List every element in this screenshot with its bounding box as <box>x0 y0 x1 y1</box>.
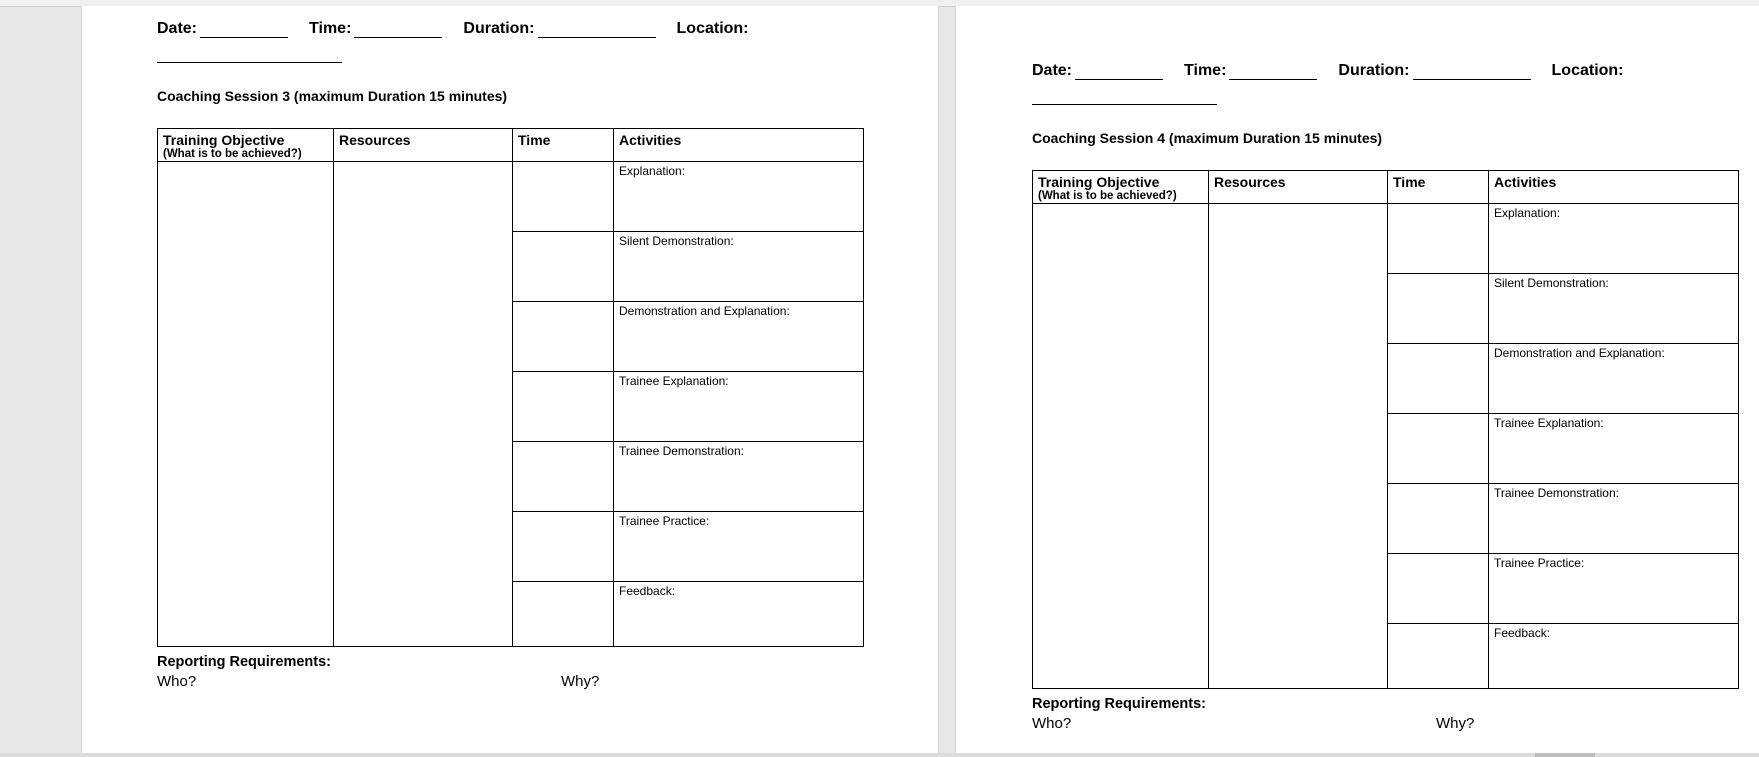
activity-label: Explanation: <box>1494 206 1561 220</box>
who-label: Who? <box>1032 715 1072 732</box>
time-label: Time: <box>309 20 352 37</box>
column-header-training-objective <box>158 129 334 162</box>
activity-cell[interactable] <box>614 512 864 582</box>
column-header-training-objective <box>1033 171 1209 204</box>
activity-cell[interactable] <box>1489 414 1739 484</box>
activity-cell[interactable] <box>614 162 864 232</box>
column-header-time <box>513 129 614 162</box>
reporting-requirements-title: Reporting Requirements: <box>157 654 332 670</box>
resources-cell[interactable] <box>334 162 513 647</box>
location-label: Location: <box>676 20 749 37</box>
coaching-plan-table <box>1032 170 1739 689</box>
reporting-requirements-title: Reporting Requirements: <box>1032 696 1207 712</box>
activity-label: Feedback: <box>1494 626 1551 640</box>
date-label: Date: <box>1032 62 1073 79</box>
time-cell[interactable] <box>1388 624 1489 689</box>
duration-input-line[interactable] <box>538 23 656 38</box>
horizontal-scrollbar[interactable] <box>0 753 1759 757</box>
table-row <box>1033 204 1739 274</box>
column-header-resources <box>1209 171 1388 204</box>
activity-cell[interactable] <box>614 372 864 442</box>
column-header-resources <box>334 129 513 162</box>
duration-label: Duration: <box>463 20 535 37</box>
activity-label: Silent Demonstration: <box>619 234 734 248</box>
location-input-line[interactable] <box>1032 104 1217 105</box>
why-label: Why? <box>561 673 600 690</box>
activity-label: Trainee Explanation: <box>619 374 729 388</box>
time-cell[interactable] <box>513 162 614 232</box>
why-label: Why? <box>1436 715 1475 732</box>
activity-label: Explanation: <box>619 164 686 178</box>
table-row <box>158 162 864 232</box>
date-input-line[interactable] <box>200 23 288 38</box>
date-label: Date: <box>157 20 198 37</box>
session-header-fields <box>157 20 749 38</box>
time-cell[interactable] <box>1388 344 1489 414</box>
activity-cell[interactable] <box>1489 344 1739 414</box>
objective-subtitle: (What is to be achieved?) <box>163 148 302 160</box>
training-objective-cell[interactable] <box>158 162 334 647</box>
duration-label: Duration: <box>1338 62 1410 79</box>
column-header-label: Resources <box>339 132 411 148</box>
training-objective-cell[interactable] <box>1033 204 1209 689</box>
column-header-label: Resources <box>1214 174 1286 190</box>
activity-label: Trainee Demonstration: <box>619 444 744 458</box>
column-header-label: Time <box>1393 174 1426 190</box>
time-cell[interactable] <box>513 582 614 647</box>
column-header-activities <box>1489 171 1739 204</box>
session-title: Coaching Session 3 (maximum Duration 15 minutes) <box>157 88 508 104</box>
activity-label: Trainee Practice: <box>1494 556 1585 570</box>
time-cell[interactable] <box>513 302 614 372</box>
time-cell[interactable] <box>1388 414 1489 484</box>
who-label: Who? <box>157 673 197 690</box>
activity-cell[interactable] <box>1489 624 1739 689</box>
objective-subtitle: (What is to be achieved?) <box>1038 190 1177 202</box>
activity-label: Trainee Practice: <box>619 514 710 528</box>
activity-label: Demonstration and Explanation: <box>619 304 790 318</box>
activity-label: Demonstration and Explanation: <box>1494 346 1665 360</box>
column-header-label: Training Objective <box>1038 174 1160 190</box>
coaching-plan-table <box>157 128 864 647</box>
time-input-line[interactable] <box>1229 65 1317 80</box>
column-header-time <box>1388 171 1489 204</box>
session-title: Coaching Session 4 (maximum Duration 15 minutes) <box>1032 130 1383 146</box>
time-cell[interactable] <box>513 232 614 302</box>
resources-cell[interactable] <box>1209 204 1388 689</box>
activity-cell[interactable] <box>614 442 864 512</box>
time-cell[interactable] <box>1388 274 1489 344</box>
document-page-2 <box>955 6 1759 753</box>
activity-cell[interactable] <box>614 582 864 647</box>
location-label: Location: <box>1551 62 1624 79</box>
table-header-row <box>158 129 864 162</box>
session-header-fields <box>1032 62 1624 80</box>
activity-cell[interactable] <box>614 302 864 372</box>
time-cell[interactable] <box>1388 204 1489 274</box>
table-header-row <box>1033 171 1739 204</box>
activity-label: Trainee Demonstration: <box>1494 486 1619 500</box>
time-input-line[interactable] <box>354 23 442 38</box>
activity-cell[interactable] <box>1489 484 1739 554</box>
column-header-activities <box>614 129 864 162</box>
activity-cell[interactable] <box>1489 554 1739 624</box>
time-cell[interactable] <box>513 442 614 512</box>
time-cell[interactable] <box>1388 484 1489 554</box>
time-cell[interactable] <box>513 372 614 442</box>
scrollbar-thumb[interactable] <box>1535 753 1595 757</box>
document-page-1 <box>81 6 939 753</box>
location-input-line[interactable] <box>157 62 342 63</box>
activity-label: Trainee Explanation: <box>1494 416 1604 430</box>
column-header-label: Time <box>518 132 551 148</box>
column-header-label: Training Objective <box>163 132 285 148</box>
activity-cell[interactable] <box>614 232 864 302</box>
time-cell[interactable] <box>513 512 614 582</box>
activity-cell[interactable] <box>1489 204 1739 274</box>
activity-label: Feedback: <box>619 584 676 598</box>
date-input-line[interactable] <box>1075 65 1163 80</box>
column-header-label: Activities <box>619 132 682 148</box>
activity-label: Silent Demonstration: <box>1494 276 1609 290</box>
column-header-label: Activities <box>1494 174 1557 190</box>
time-label: Time: <box>1184 62 1227 79</box>
duration-input-line[interactable] <box>1413 65 1531 80</box>
time-cell[interactable] <box>1388 554 1489 624</box>
activity-cell[interactable] <box>1489 274 1739 344</box>
